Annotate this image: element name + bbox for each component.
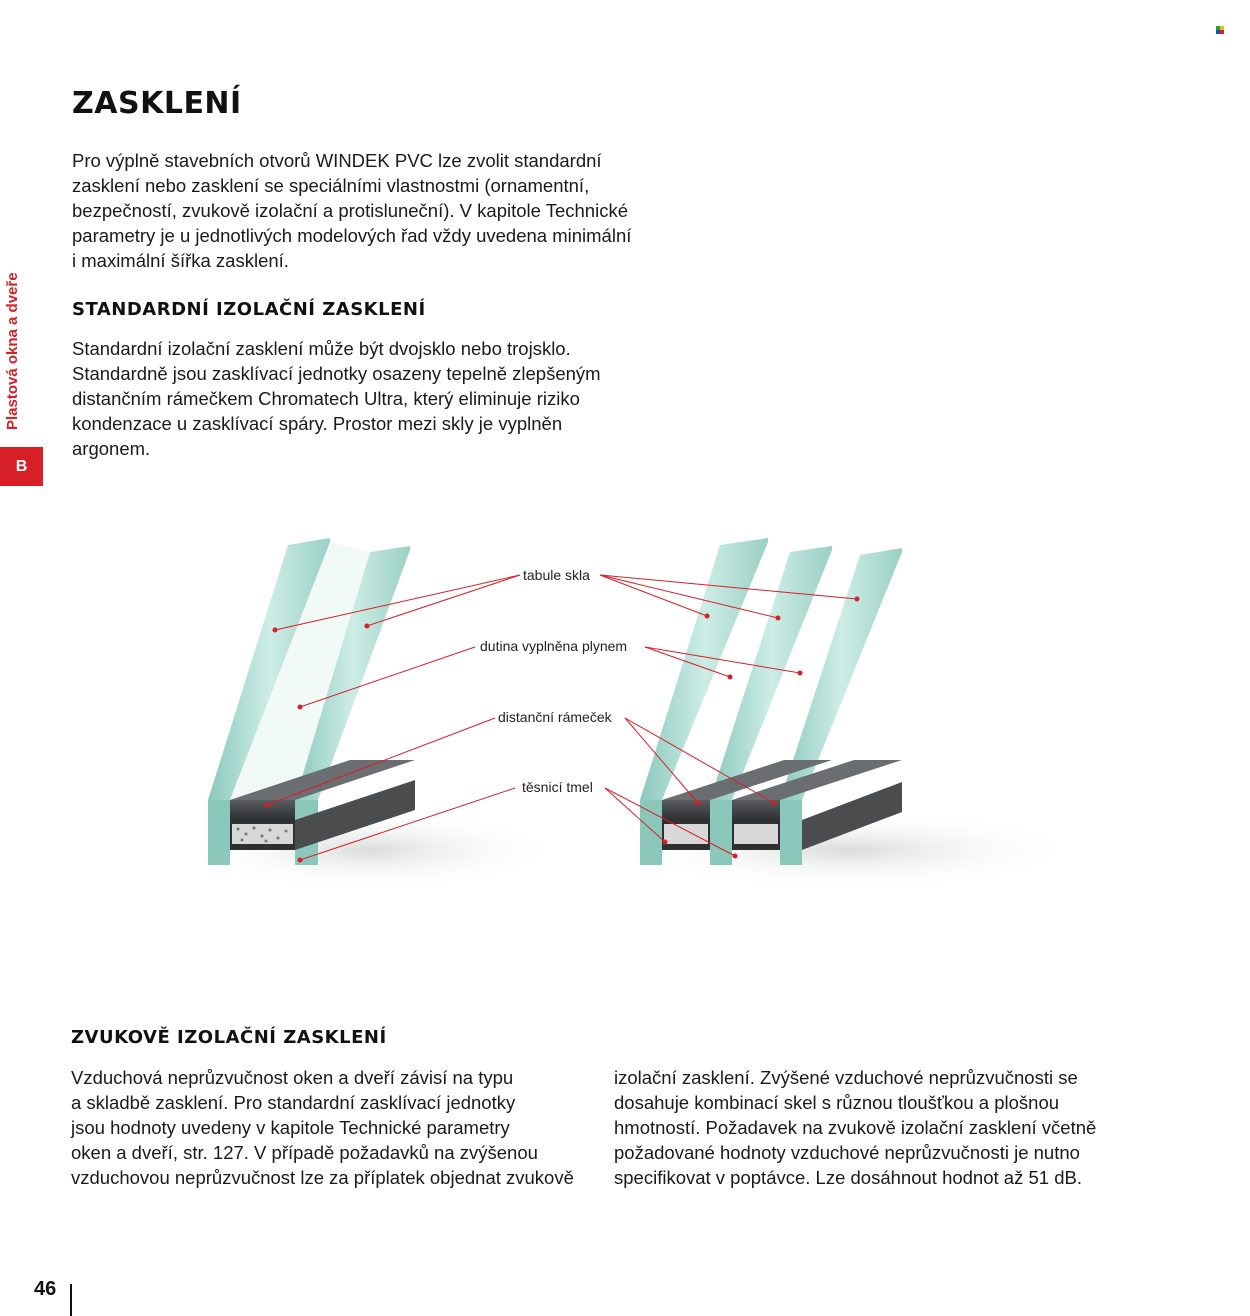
standard-line: Standardní izolační zasklení může být dvojsklo nebo trojsklo.	[72, 338, 571, 359]
page-title: ZASKLENÍ	[72, 86, 242, 121]
acoustic-paragraph-col1	[71, 1065, 574, 1190]
acoustic-line: oken a dveří, str. 127. V případě požadavků na zvýšenou	[71, 1142, 538, 1163]
acoustic-line: izolační zasklení. Zvýšené vzduchové neprůzvučnosti se	[614, 1067, 1078, 1088]
standard-line: Standardně jsou zasklívací jednotky osazeny tepelně zlepšeným	[72, 363, 601, 384]
standard-line: distančním rámečkem Chromatech Ultra, který eliminuje riziko	[72, 388, 580, 409]
section-label: Plastová okna a dveře	[4, 272, 21, 430]
glazing-diagram	[170, 520, 1080, 900]
acoustic-line: požadované hodnoty vzduchové neprůzvučnosti je nutno	[614, 1142, 1080, 1163]
label-glass-pane: tabule skla	[523, 567, 590, 583]
intro-line: zasklení nebo zasklení se speciálními vlastnostmi (ornamentní,	[72, 175, 590, 196]
intro-line: i maximální šířka zasklení.	[72, 250, 289, 271]
intro-line: parametry je u jednotlivých modelových řad vždy uvedena minimální	[72, 225, 632, 246]
section-heading-standard: STANDARDNÍ IZOLAČNÍ ZASKLENÍ	[72, 299, 426, 320]
label-sealant: těsnicí tmel	[522, 779, 593, 795]
label-spacer: distanční rámeček	[498, 709, 612, 725]
double-glazing-unit	[208, 538, 415, 865]
label-gas-cavity: dutina vyplněna plynem	[480, 638, 628, 654]
section-heading-acoustic: ZVUKOVĚ IZOLAČNÍ ZASKLENÍ	[71, 1027, 387, 1048]
standard-line: kondenzace u zasklívací spáry. Prostor mezi skly je vyplněn	[72, 413, 563, 434]
color-mark-icon	[1216, 26, 1226, 36]
acoustic-line: vzduchovou neprůzvučnost lze za příplatek objednat zvukově	[71, 1167, 574, 1188]
intro-line: Pro výplně stavebních otvorů WINDEK PVC lze zvolit standardní	[72, 150, 602, 171]
section-letter-badge: B	[0, 447, 43, 486]
standard-paragraph	[72, 336, 601, 461]
acoustic-line: specifikovat v poptávce. Lze dosáhnout hodnot až 51 dB.	[614, 1167, 1082, 1188]
acoustic-line: dosahuje kombinací skel s různou tloušťkou a plošnou	[614, 1092, 1060, 1113]
acoustic-line: hmotností. Požadavek na zvukově izolační zasklení včetně	[614, 1117, 1097, 1138]
standard-line: argonem.	[72, 438, 151, 459]
acoustic-line: Vzduchová neprůzvučnost oken a dveří závisí na typu	[71, 1067, 514, 1088]
acoustic-line: a skladbě zasklení. Pro standardní zasklívací jednotky	[71, 1092, 516, 1113]
intro-paragraph	[72, 148, 631, 273]
page-number: 46	[34, 1278, 57, 1300]
acoustic-line: jsou hodnoty uvedeny v kapitole Technické parametry	[71, 1117, 510, 1138]
page-number-divider	[70, 1284, 72, 1316]
triple-glazing-unit	[640, 538, 902, 865]
glazing-illustration	[170, 520, 1080, 900]
acoustic-paragraph-col2	[614, 1065, 1096, 1190]
intro-line: bezpečností, zvukově izolační a protisluneční). V kapitole Technické	[72, 200, 628, 221]
